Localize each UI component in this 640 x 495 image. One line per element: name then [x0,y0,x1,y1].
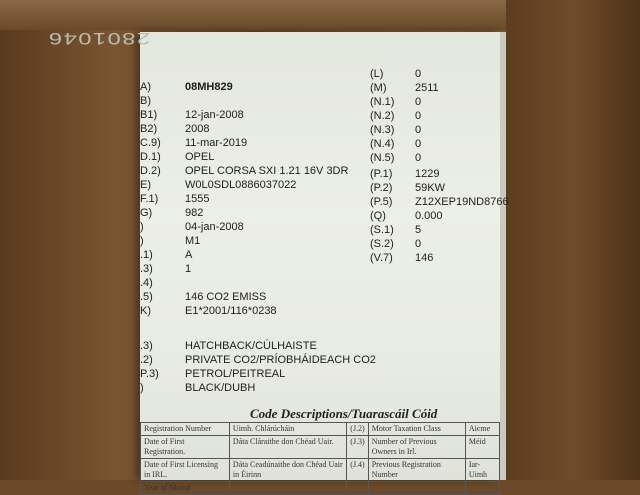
field-code: K) [140,305,151,317]
field-value: E1*2001/116*0238 [185,305,277,317]
table-cell: Dáta Cláraithe don Chéad Uair. [229,436,346,459]
field-value: W0L0SDL0886037022 [185,179,297,191]
field-value: A [185,249,193,261]
table-cell: Registration Number [141,423,230,436]
table-cell: (J.3) [347,436,368,459]
table-cell: (J.4) [347,459,368,482]
field-code: (M) [370,82,387,94]
field-value: 0 [415,96,422,108]
field-value: 0 [415,238,422,250]
table-cell: Uimh. Chlárúcháin [229,423,346,436]
field-value: PRIVATE CO2/PRÍOBHÁIDEACH CO2 [185,354,376,366]
field-code: A) [140,81,151,93]
field-code: (S.1) [370,224,394,236]
field-value: 146 [415,252,434,264]
field-code: P.3) [140,368,159,380]
field-code: (L) [370,68,384,80]
table-cell: Méid [465,436,499,459]
field-code: .4) [140,277,153,289]
field-code: F.1) [140,193,159,205]
table-row [141,482,500,495]
table-row [141,436,500,459]
field-value: 2008 [185,123,210,135]
faded-stamp: 2801046 [47,29,150,48]
field-value: 0 [415,110,422,122]
field-code: .2) [140,354,153,366]
field-code: (V.7) [370,252,393,264]
field-value: 0 [415,68,422,80]
table-cell [229,482,346,495]
field-value: 146 CO2 EMISS [185,291,267,303]
field-code: B) [140,95,151,107]
code-descriptions-title: Code Descriptions/Tuarascáil Cóid [250,406,438,421]
field-code: ) [140,221,144,233]
table-cell: Iar-Uimh [465,459,499,482]
field-value: BLACK/DUBH [185,382,256,394]
document-edge [500,32,506,480]
field-code: (N.5) [370,152,395,164]
table-cell: Motor Taxation Class [368,423,465,436]
field-code: D.2) [140,165,161,177]
table-cell: Number of Previous Owners in Irl. [368,436,465,459]
table-cell: Date of First Registration. [141,436,230,459]
table-row [141,459,500,482]
field-value: PETROL/PEITREAL [185,368,286,380]
field-code: (Q) [370,210,386,222]
table-cell: Dáta Ceadúnaithe don Chéad Uair in Éirinn [229,459,346,482]
field-code: .3) [140,340,153,352]
field-value: 59KW [415,182,445,194]
field-code: .1) [140,249,153,261]
field-value: 5 [415,224,422,236]
field-value: 0 [415,138,422,150]
field-code: D.1) [140,151,161,163]
field-value: OPEL [185,151,215,163]
field-code: (N.3) [370,124,395,136]
table-cell [465,482,499,495]
field-code: (S.2) [370,238,394,250]
field-value: 1 [185,263,192,275]
field-code: B1) [140,109,158,121]
field-value: 1229 [415,168,440,180]
field-value: 2511 [415,82,439,94]
field-value: 1555 [185,193,210,205]
wooden-right-panel [506,0,640,480]
field-code: (P.5) [370,196,393,208]
field-code: (N.2) [370,110,395,122]
field-code: (N.4) [370,138,395,150]
field-value: 0 [415,124,422,136]
field-value: 04-jan-2008 [185,221,244,233]
field-code: (P.2) [370,182,393,194]
field-code: (P.1) [370,168,393,180]
field-code: B2) [140,123,158,135]
table-cell: (J.2) [347,423,368,436]
field-code: G) [140,207,153,219]
field-value: HATCHBACK/CÚLHAISTE [185,340,317,352]
table-cell [368,482,465,495]
table-row [141,423,500,436]
table-cell: Aicme [465,423,499,436]
code-descriptions-table [140,422,500,495]
field-value: 12-jan-2008 [185,109,244,121]
field-value: 982 [185,207,204,219]
field-code: .5) [140,291,153,303]
table-cell: Year of Manuf [141,482,230,495]
field-value: Z12XEP19ND8766 [415,196,509,208]
field-value: 08MH829 [185,81,233,93]
field-code: .3) [140,263,153,275]
table-cell: Date of First Licensing in IRL. [141,459,230,482]
field-value: M1 [185,235,201,247]
field-value: 0 [415,152,422,164]
field-value: 11-mar-2019 [185,137,248,149]
field-code: ) [140,382,144,394]
field-code: E) [140,179,151,191]
field-code: C.9) [140,137,161,149]
field-code: (N.1) [370,96,395,108]
field-value: 0.000 [415,210,443,222]
table-cell [347,482,368,495]
field-code: ) [140,235,144,247]
table-cell: Previous Registration Number [368,459,465,482]
field-value: OPEL CORSA SXI 1.21 16V 3DR [185,165,349,177]
